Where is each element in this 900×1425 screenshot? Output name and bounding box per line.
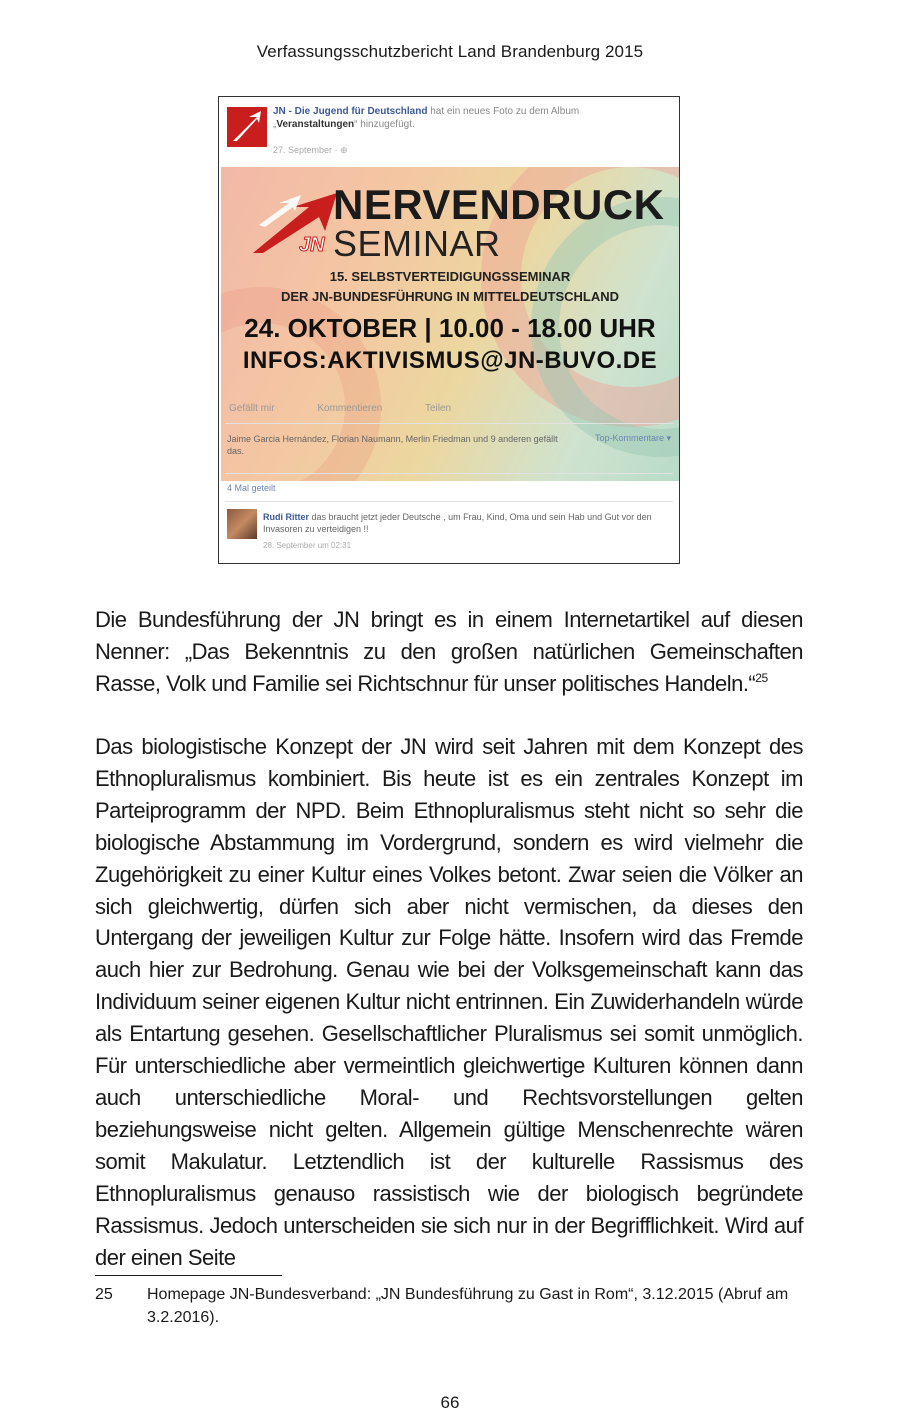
- post-album: Veranstaltungen: [276, 119, 355, 130]
- shares-count: 4 Mal geteilt: [227, 483, 276, 493]
- poster-subtitle: SEMINAR: [333, 223, 501, 264]
- divider: [225, 501, 673, 502]
- divider: [225, 423, 673, 424]
- facebook-post-screenshot: [218, 96, 680, 564]
- comment-author: Rudi Ritter: [263, 512, 309, 522]
- post-text-before: hat ein neues Foto zu dem Album „: [273, 106, 580, 130]
- comment-date: 28. September um 02:31: [263, 541, 352, 550]
- post-text-after: “ hinzugefügt.: [354, 119, 415, 130]
- poster-date: 24. OKTOBER | 10.00 - 18.00 UHR: [244, 313, 656, 343]
- like-action: Gefällt mir: [229, 403, 275, 414]
- footnote-number: 25: [95, 1286, 113, 1303]
- logo-text: JN: [299, 234, 325, 256]
- top-comments-label: Top-Kommentare ▾: [594, 433, 671, 443]
- post-text: [273, 105, 633, 131]
- poster-line: DER JN-BUNDESFÜHRUNG IN MITTELDEUTSCHLAND: [281, 289, 619, 304]
- post-author: JN - Die Jugend für Deutschland: [273, 106, 428, 117]
- paragraph: [95, 604, 803, 700]
- post-actions: [229, 403, 491, 414]
- commenter-avatar: [227, 509, 257, 539]
- post-header: [225, 105, 673, 163]
- footnote-reference: 25: [755, 670, 768, 685]
- paragraph: Das biologistische Konzept der JN wird seit Jahren mit dem Konzept des Ethnopluralismus kombiniert. Bis heute ist es ein zentrales Konzept im Parteiprogramm der NPD. Beim Ethnopluralismus steht nicht so sehr die biologische Abstammung im Vordergrund, sondern es wird vielmehr die Zugehörigkeit zu einer Kultur eines Volkes betont. Zwar seien die Völker an sich gleichwertig, dürfen sich aber nicht vermischen, da dieses den Untergang der jeweiligen Kultur zur Folge hätte. Insofern wird das Fremde auch hier zur Bedrohung. Genau wie bei der Volksgemeinschaft kann das Individuum seiner eigenen Kultur nicht entrinnen. Ein Zuwiderhandeln würde als Entartung gesehen. Gesellschaftlicher Pluralismus sei somit unmöglich. Für unterschiedliche aber vermeintlich gleichwertige Kulturen können dann auch unterschiedliche Moral- und Rechtsvorstellungen gelten beziehungsweise nicht gelten. Allgemein gültige Menschenrechte wären somit Makulatur. Letztendlich ist der kulturelle Rassismus des Ethnopluralismus genauso rassistisch wie der biologisch begründete Rassismus. Jedoch unterscheiden sie sich nur in der Begrifflichkeit. Wird auf der einen Seite: [95, 734, 803, 1270]
- likes-summary: Jaime Garcia Hernández, Florian Naumann, Merlin Friedman und 9 anderen gefällt das.: [227, 434, 558, 456]
- jn-logo-icon: [249, 191, 341, 257]
- post-date: 27. September · ⊕: [273, 145, 348, 155]
- jn-logo-avatar-icon: [227, 107, 267, 147]
- footnote-text: Homepage JN-Bundesverband: „JN Bundesführung zu Gast in Rom“, 3.12.2015 (Abruf am 3.2.2016).: [147, 1286, 789, 1326]
- divider: [225, 473, 673, 474]
- page-number: 66: [440, 1393, 460, 1412]
- share-action: Teilen: [424, 403, 452, 414]
- footnote-separator: [95, 1275, 282, 1276]
- paragraph-text: Die Bundesführung der JN bringt es in einem Internetartikel auf diesen Nenner: „Das Bekenntnis zu den großen natürlichen Gemeinschaften Rasse, Volk und Familie sei Richtschnur für unser politisches Handeln.“: [95, 607, 803, 696]
- poster-title: NERVENDRUCK: [333, 181, 665, 228]
- running-header: Verfassungsschutzbericht Land Brandenburg 2015: [256, 42, 644, 61]
- comment-action: Kommentieren: [317, 403, 383, 414]
- comment-text: das braucht jetzt jeder Deutsche , um Frau, Kind, Oma und sein Hab und Gut vor den Invasoren zu verteidigen !!: [263, 512, 652, 534]
- poster-line: 15. SELBSTVERTEIDIGUNGSSEMINAR: [329, 269, 571, 284]
- poster-info: INFOS:AKTIVISMUS@JN-BUVO.DE: [242, 347, 658, 374]
- comment: [263, 511, 673, 535]
